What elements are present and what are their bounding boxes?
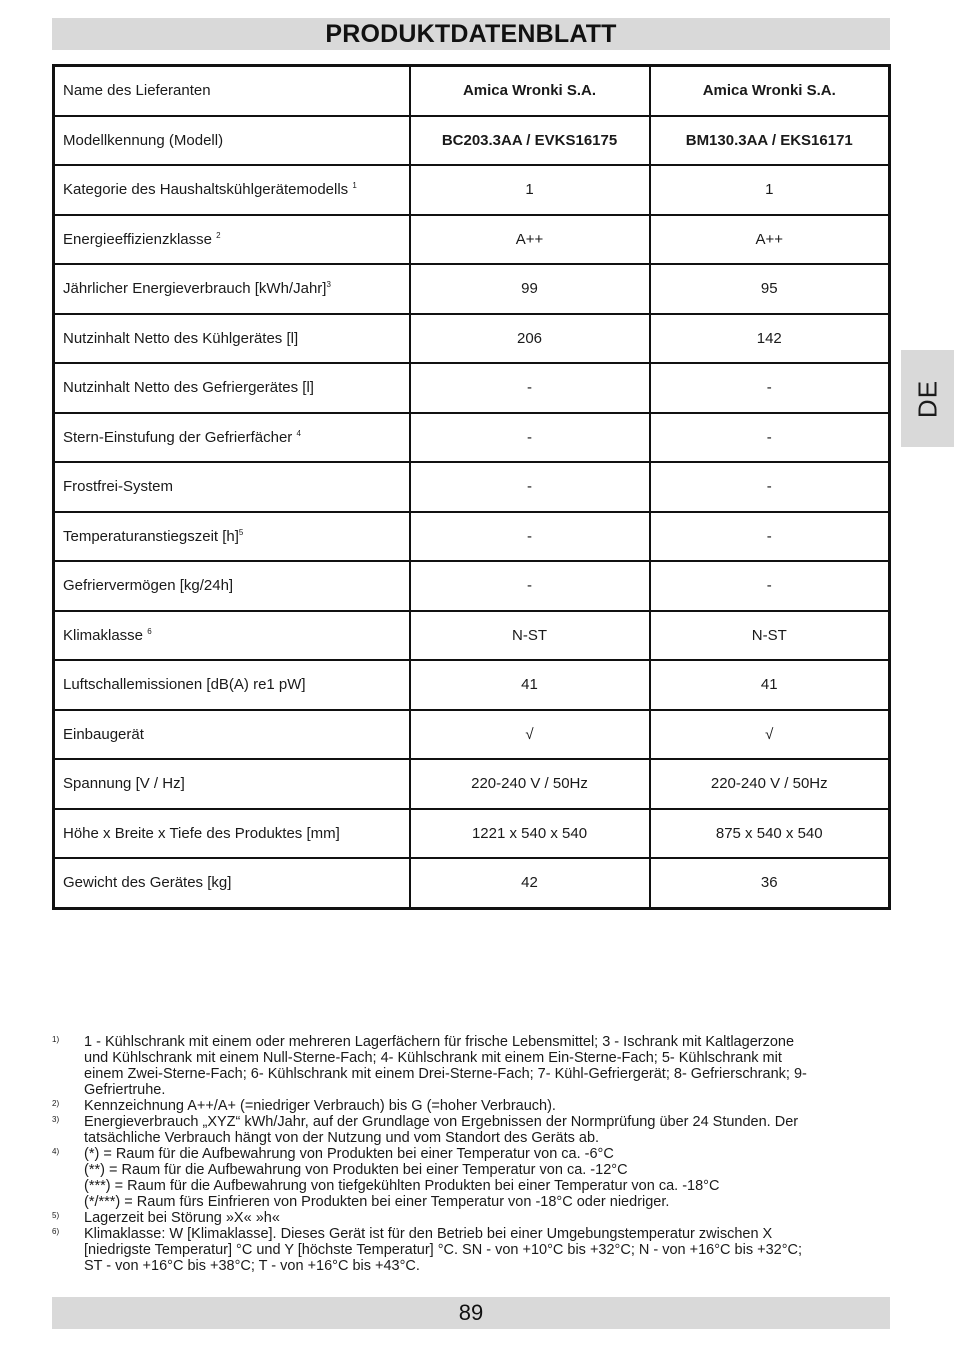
model-2-value: 36 [650,858,890,908]
row-label [54,512,410,562]
product-data-table [52,64,891,910]
model-2-value: N-ST [650,611,890,661]
model-2-value: √ [650,710,890,760]
model-2-value: - [650,363,890,413]
table-row [54,264,890,314]
footnote-text [84,1034,890,1098]
model-2-value: - [650,561,890,611]
footnote-ref: 4 [296,428,301,438]
model-1-value: - [410,413,650,463]
footnote-number: 4) [52,1147,60,1156]
footnote [52,1146,890,1210]
row-label [54,710,410,760]
row-label-text: Modellkennung (Modell) [63,131,224,149]
row-label-text: Gewicht des Gerätes [kg] [63,874,232,892]
row-label [54,215,410,265]
model-1-value: 1 [410,165,650,215]
table-row [54,561,890,611]
title-bar [52,18,890,50]
table-row [54,116,890,166]
model-1-value: N-ST [410,611,650,661]
row-label-text: Klimaklasse [63,626,144,644]
model-2-value: 875 x 540 x 540 [650,809,890,859]
row-label-text: Spannung [V / Hz] [63,775,185,793]
model-1-value: - [410,512,650,562]
footnote-number: 1) [52,1035,60,1044]
model-1-value: - [410,462,650,512]
model-1-value: 206 [410,314,650,364]
model-2-value: A++ [650,215,890,265]
footnote-number: 2) [52,1099,60,1108]
model-2-value: 95 [650,264,890,314]
table-row [54,512,890,562]
language-tab [901,350,954,447]
table-row [54,759,890,809]
row-label-text: Nutzinhalt Netto des Gefriergerätes [l] [63,379,314,397]
row-label-text: Name des Lieferanten [63,82,211,100]
table-row [54,363,890,413]
footnote-line: ST - von +16°C bis +38°C; T - von +16°C bis +43°C. [84,1258,420,1274]
table-row [54,66,890,116]
footnote [52,1226,890,1274]
footnote-ref: 3 [326,280,331,290]
model-2-value: - [650,512,890,562]
table-row [54,660,890,710]
footnote-ref: 2 [216,230,221,240]
table-row [54,314,890,364]
model-2-value: - [650,462,890,512]
model-1-value: √ [410,710,650,760]
row-label [54,165,410,215]
row-label-text: Frostfrei-System [63,478,174,496]
footnote-number: 5) [52,1211,60,1220]
model-2-value: Amica Wronki S.A. [650,66,890,116]
footnote-text [84,1226,890,1274]
footnote-line: [niedrigste Temperatur] °C und Y [höchste Temperatur] °C. SN - von +10°C bis +32°C; N - von +16°C bis +32°C; [84,1242,802,1258]
footnote-text [84,1146,890,1210]
footnote-line: 1 - Kühlschrank mit einem oder mehreren Lagerfächern für frische Lebensmittel; 3 - Ischrank mit Kaltlagerzone [84,1034,795,1050]
model-1-value: BC203.3AA / EVKS16175 [410,116,650,166]
footnote [52,1210,890,1226]
footnote-line: (*) = Raum für die Aufbewahrung von Produkten bei einer Temperatur von ca. -6°C [84,1146,614,1162]
footnote-text [84,1210,890,1226]
table-row [54,611,890,661]
model-1-value: 41 [410,660,650,710]
row-label-text: Höhe x Breite x Tiefe des Produktes [mm] [63,824,340,842]
row-label [54,462,410,512]
model-1-value: 42 [410,858,650,908]
model-1-value: 99 [410,264,650,314]
footnote-line: Gefriertruhe. [84,1082,166,1098]
model-1-value: A++ [410,215,650,265]
row-label [54,314,410,364]
row-label [54,66,410,116]
page-footer [52,1297,890,1329]
footnote-line: Energieverbrauch „XYZ“ kWh/Jahr, auf der Grundlage von Ergebnissen der Normprüfung über 24 Stunden. Der [84,1114,799,1130]
footnote-text [84,1114,890,1146]
table-row [54,858,890,908]
footnotes [52,1034,890,1274]
row-label [54,363,410,413]
model-2-value: 220-240 V / 50Hz [650,759,890,809]
model-2-value: - [650,413,890,463]
model-2-value: 142 [650,314,890,364]
footnote-line: (**) = Raum für die Aufbewahrung von Produkten bei einer Temperatur von ca. -12°C [84,1162,628,1178]
model-1-value: 220-240 V / 50Hz [410,759,650,809]
table-row [54,710,890,760]
row-label-text: Einbaugerät [63,725,144,743]
model-2-value: BM130.3AA / EKS16171 [650,116,890,166]
model-1-value: - [410,561,650,611]
footnote [52,1114,890,1146]
footnote-number: 3) [52,1115,60,1124]
page-number: 89 [458,1300,484,1325]
row-label-text: Nutzinhalt Netto des Kühlgerätes [l] [63,329,299,347]
row-label [54,858,410,908]
model-1-value: Amica Wronki S.A. [410,66,650,116]
row-label-text: Temperaturanstiegszeit [h] [63,527,239,545]
row-label [54,413,410,463]
footnote-line: (*/***) = Raum fürs Einfrieren von Produkten bei einer Temperatur von -18°C oder niedriger. [84,1194,670,1210]
table-row [54,215,890,265]
footnote-ref: 5 [238,527,244,537]
table-body [54,66,890,909]
footnote [52,1098,890,1114]
footnote-ref: 1 [352,181,357,191]
row-label [54,809,410,859]
footnote-text [84,1098,890,1114]
footnote-line: Kennzeichnung A++/A+ (=niedriger Verbrauch) bis G (=hoher Verbrauch). [84,1098,556,1114]
row-label-text: Gefriervermögen [kg/24h] [63,577,234,595]
footnote-line: tatsächliche Verbrauch hängt von der Nutzung und vom Standort des Geräts ab. [84,1130,600,1146]
table-row [54,165,890,215]
row-label [54,611,410,661]
row-label-text: Kategorie des Haushaltskühlgerätemodells [63,181,349,199]
table-row [54,413,890,463]
model-1-value: 1221 x 540 x 540 [410,809,650,859]
footnote-line: einem Zwei-Sterne-Fach; 6- Kühlschrank mit einem Drei-Sterne-Fach; 7- Kühl-Gefriergerät; 8- Gefrierschrank; 9- [84,1066,807,1082]
row-label-text: Jährlicher Energieverbrauch [kWh/Jahr] [63,280,327,298]
row-label-text: Luftschallemissionen [dB(A) re1 pW] [63,676,306,694]
footnote-line: und Kühlschrank mit einem Null-Sterne-Fach; 4- Kühlschrank mit einem Ein-Sterne-Fach; 5- Kühlschrank mit [84,1050,782,1066]
footnote-number: 6) [52,1227,60,1236]
footnote [52,1034,890,1098]
footnote-line: Lagerzeit bei Störung »X« »h« [84,1210,280,1226]
table-row [54,809,890,859]
footnote-line: Klimaklasse: W [Klimaklasse]. Dieses Gerät ist für den Betrieb bei einer Umgebungstemperatur zwischen X [84,1226,773,1242]
row-label [54,116,410,166]
row-label [54,759,410,809]
row-label [54,561,410,611]
row-label-text: Energieeffizienzklasse [63,230,212,248]
footnote-line: (***) = Raum für die Aufbewahrung von tiefgekühlten Produkten bei einer Temperatur von ca. -18°C [84,1178,720,1194]
language-tab-label: DE [912,379,942,418]
row-label [54,660,410,710]
table-row [54,462,890,512]
model-2-value: 41 [650,660,890,710]
row-label [54,264,410,314]
row-label-text: Stern-Einstufung der Gefrierfächer [63,428,293,446]
model-2-value: 1 [650,165,890,215]
model-1-value: - [410,363,650,413]
footnote-ref: 6 [147,626,152,636]
page-title: PRODUKTDATENBLATT [325,20,617,48]
